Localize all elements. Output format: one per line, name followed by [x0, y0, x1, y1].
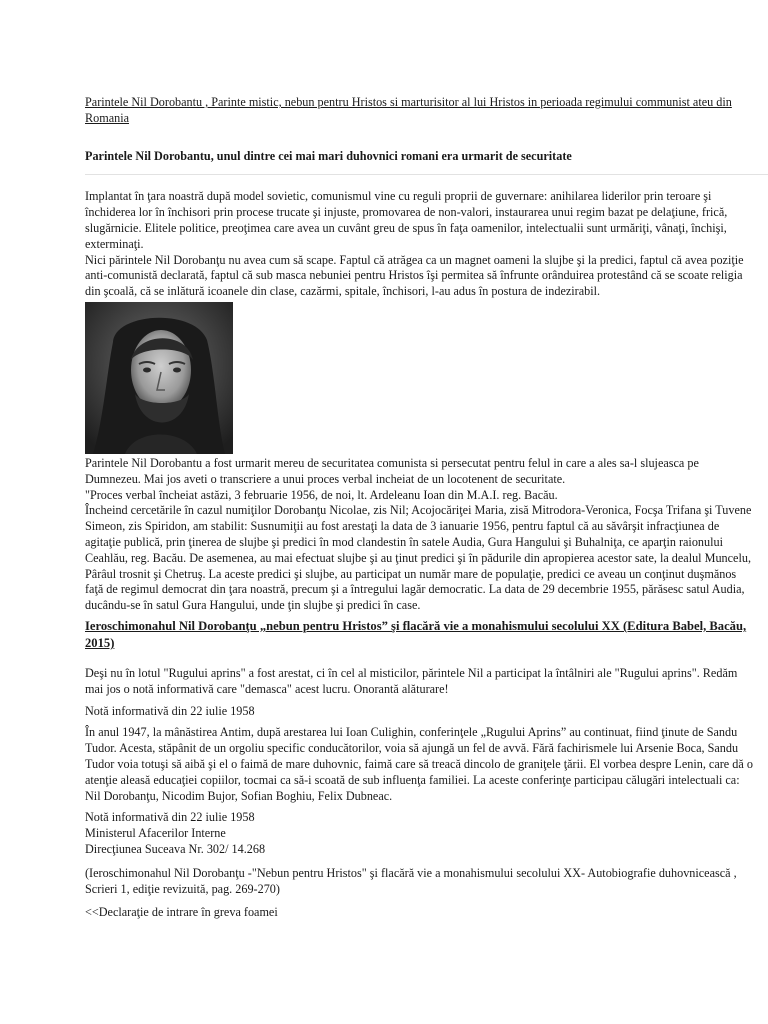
article	[85, 95, 755, 921]
article-headline[interactable]: Parintele Nil Dorobantu , Parinte mistic, nebun pentru Hristos si marturisitor al lui Hristos in perioada regimului communist ateu din Romania	[85, 95, 732, 125]
rug-aprins-paragraph: Deşi nu în lotul "Rugului aprins" a fost arestat, ci în cel al misticilor, părintele Nil a participat la întâlniri ale "Rugului aprins". Redăm mai jos o notă informativă care "demasca" acest lucru. Onorantă alăturare!	[85, 665, 738, 696]
book-link[interactable]: Ieroschimonahul Nil Dorobanţu „nebun pentru Hristos” şi flacără vie a monahismului secolului XX (Editura Babel, Bacău, 2015)	[85, 618, 747, 650]
divider	[85, 174, 768, 175]
verbal-heading: "Proces verbal încheiat astăzi, 3 februarie 1956, de noi, lt. Ardeleanu Ioan din M.A.I. reg. Bacău.	[85, 487, 558, 502]
verbal-transcript: Încheind cercetările în cazul numiţilor Dorobanţu Nicolae, zis Nil; Acojocăriţei Maria, zisă Mitrodora-Veronica, Focşa Trifana şi Tuvene Simeon, zis Spiridon, am stabilit: Susnumiţii au fost arestaţi la data de 3 ianuarie 1956, pentru faptul că au săvârşit infracţiunea de agitaţie publică, prin ţinerea de slujbe şi predici în mod clandestin în satele Audia, Gura Hangului şi Buhalniţa, ce aparţin raionului Ceahlău, reg. Bacău. De asemenea, au mai efectuat slujbe şi au ţinut predici şi în pădurile din apropierea acestor sate, la dealul Muncelu, Pârâul trosnit şi Chetruş. La aceste predici şi slujbe, au participat un număr mare de populaţie, predici ce aveau un conţinut duşmănos faţă de regimul democrat din ţara noastră, precum şi a întregului lagăr democratic. La data de 29 decembrie 1955, părăsesc satul Audia, ducându-se în satul Gura Hangului, unde ţin slujbe şi predici în case.	[85, 503, 752, 613]
photo-caption: Parintele Nil Dorobantu a fost urmarit mereu de securitatea comunista si persecutat pentru felul in care a ales sa-l slujeasca pe Dumnezeu. Mai jos aveti o transcriere a unui proces verbal incheiat de un locotenent de securitate.	[85, 455, 699, 486]
second-paragraph: Nici părintele Nil Dorobanţu nu avea cum să scape. Faptul că atrăgea ca un magnet oameni la slujbe şi la predici, faptul că avea poziţie anti-comunistă declarată, faptul că sub masca nebuniei pentru Hristos îşi permitea să înfrunte orânduirea protestând că se scoate religia din şcoală, că se inlătură icoanele din clase, cazărmi, spitale, închisori, l-au adus în postura de indezirabil.	[85, 252, 744, 299]
note-date: Notă informativă din 22 iulie 1958	[85, 703, 255, 718]
note-signature	[85, 810, 755, 857]
previous-page-link[interactable]: <<Declaraţie de intrare în greva foamei	[85, 905, 278, 920]
note-line: Notă informativă din 22 iulie 1958	[85, 810, 255, 825]
antim-paragraph: În anul 1947, la mânăstirea Antim, după arestarea lui Ioan Culighin, conferinţele „Rugului Aprins” au continuat, fiind ţinute de Sandu Tudor. Acesta, stăpânit de un orgoliu specific conducătorilor, voia să ajungă un fel de avvă. Fără fachirismele lui Arsenie Boca, Sandu Tudor voia totuşi să aibă şi el o faimă de mare duhovnic, faimă care să treacă dincolo de graniţele ţării. El vorbea despre Lenin, care dă o atenţie aleasă educaţiei copiilor, tocmai ca să-i scoată de sub influenţa familiei. La aceste conferinţe participau călugări intelectuali ca: Nil Dorobanţu, Nicodim Bujor, Sofian Boghiu, Felix Dubneac.	[85, 725, 753, 803]
note-line: Ministerul Afacerilor Interne	[85, 826, 226, 841]
intro-paragraph: Implantat în ţara noastră după model sovietic, comunismul vine cu reguli proprii de guvernare: anihilarea liderilor prin teroare şi închiderea lor în închisori prin procese trucate şi injuste, promovarea de non-valori, instaurarea unui regim bazat pe delaţiune, frică, slugărnicie. Elitele politice, preoţimea care avea un cuvânt greu de spus în faţa oamenilor, intelectualii sunt urmăriţi, vânaţi, închişi, exterminaţi.	[85, 189, 728, 251]
article-subtitle: Parintele Nil Dorobantu, unul dintre cei mai mari duhovnici romani era urmarit de securitate	[85, 148, 572, 163]
source-citation: (Ieroschimonahul Nil Dorobanţu -"Nebun pentru Hristos" şi flacără vie a monahismului secolului XX- Autobiografie duhovnicească , Scrieri 1, ediţie revizuită, pag. 269-270)	[85, 865, 737, 896]
note-line: Direcţiunea Suceava Nr. 302/ 14.268	[85, 841, 266, 856]
portrait-photo	[85, 302, 233, 454]
